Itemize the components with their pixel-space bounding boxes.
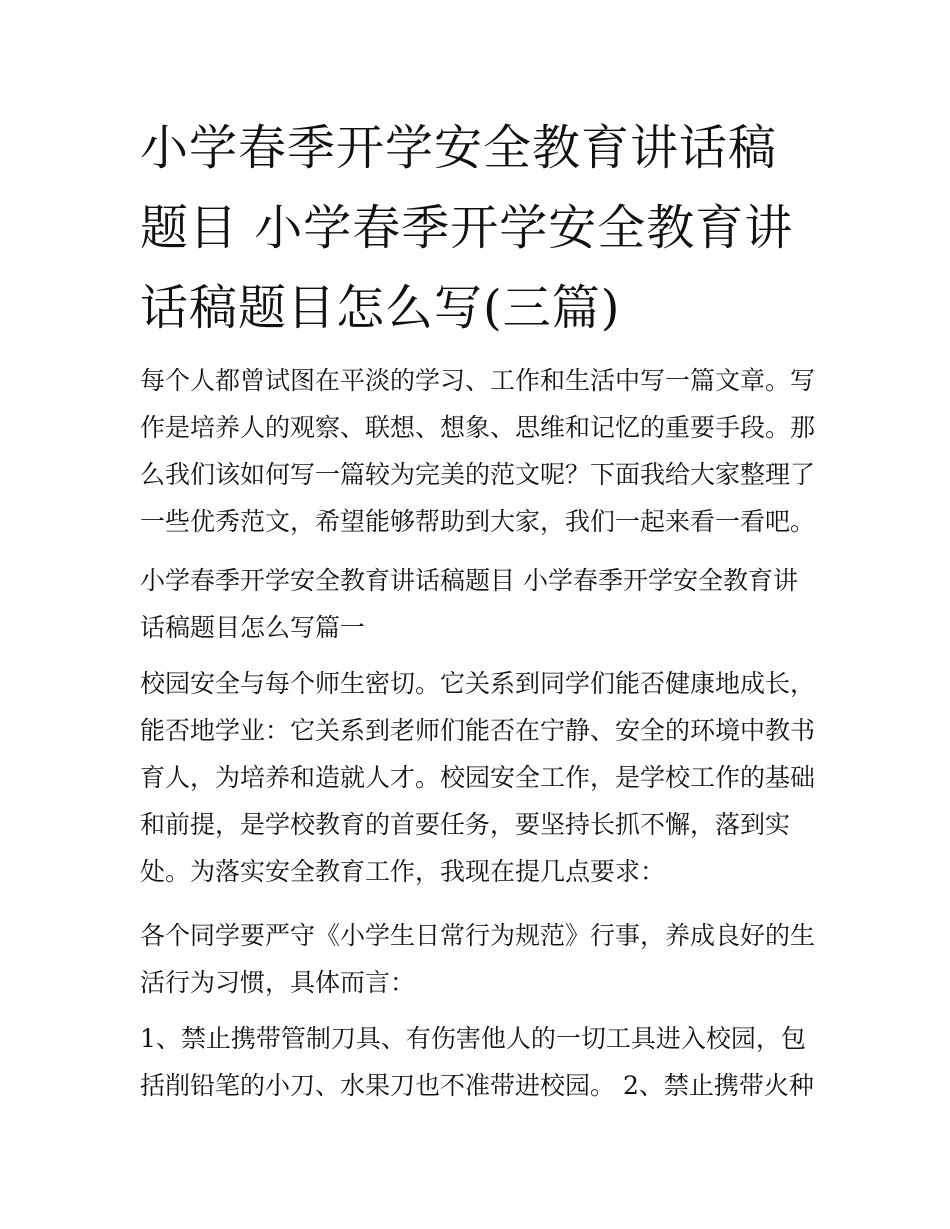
paragraph-line: 育人，为培养和造就人才。校园安全工作，是学校工作的基础 (140, 763, 816, 792)
title-line: 小学春季开学安全教育讲话稿 (140, 120, 778, 176)
paragraph-line: 各个同学要严守《小学生日常行为规范》行事，养成良好的生 (140, 921, 816, 950)
paragraph-prohibited-items (140, 1015, 830, 1109)
paragraph-line: 1、禁止携带管制刀具、有伤害他人的一切工具进入校园，包 (140, 1024, 806, 1053)
intro-paragraph (140, 357, 830, 545)
paragraph-line: 和前提，是学校教育的首要任务，要坚持长抓不懈，落到实 (140, 810, 791, 839)
paragraph-campus-safety (140, 660, 830, 895)
document-title (140, 108, 820, 348)
paragraph-line: 校园安全与每个师生密切。它关系到同学们能否健康地成长， (140, 669, 816, 698)
title-line: 题目 小学春季开学安全教育讲 (140, 200, 794, 256)
paragraph-line: 活行为习惯，具体而言： (140, 968, 416, 997)
intro-line: 每个人都曾试图在平淡的学习、工作和生活中写一篇文章。写 (140, 366, 816, 395)
paragraph-line: 处。为落实安全教育工作，我现在提几点要求： (140, 857, 666, 886)
paragraph-line: 括削铅笔的小刀、水果刀也不准带进校园。 2、禁止携带火种 (140, 1071, 814, 1100)
intro-line: 么我们该如何写一篇较为完美的范文呢？下面我给大家整理了 (140, 460, 816, 489)
section-heading-line: 话稿题目怎么写篇一 (140, 613, 366, 642)
intro-line: 作是培养人的观察、联想、想象、思维和记忆的重要手段。那 (140, 413, 816, 442)
paragraph-line: 能否地学业：它关系到老师们能否在宁静、安全的环境中教书 (140, 716, 816, 745)
section-heading-line: 小学春季开学安全教育讲话稿题目 小学春季开学安全教育讲 (140, 566, 798, 595)
section-heading (140, 557, 830, 651)
intro-line: 一些优秀范文，希望能够帮助到大家，我们一起来看一看吧。 (140, 507, 816, 536)
paragraph-behavior-rules (140, 912, 830, 1006)
title-line: 话稿题目怎么写(三篇) (140, 280, 621, 336)
